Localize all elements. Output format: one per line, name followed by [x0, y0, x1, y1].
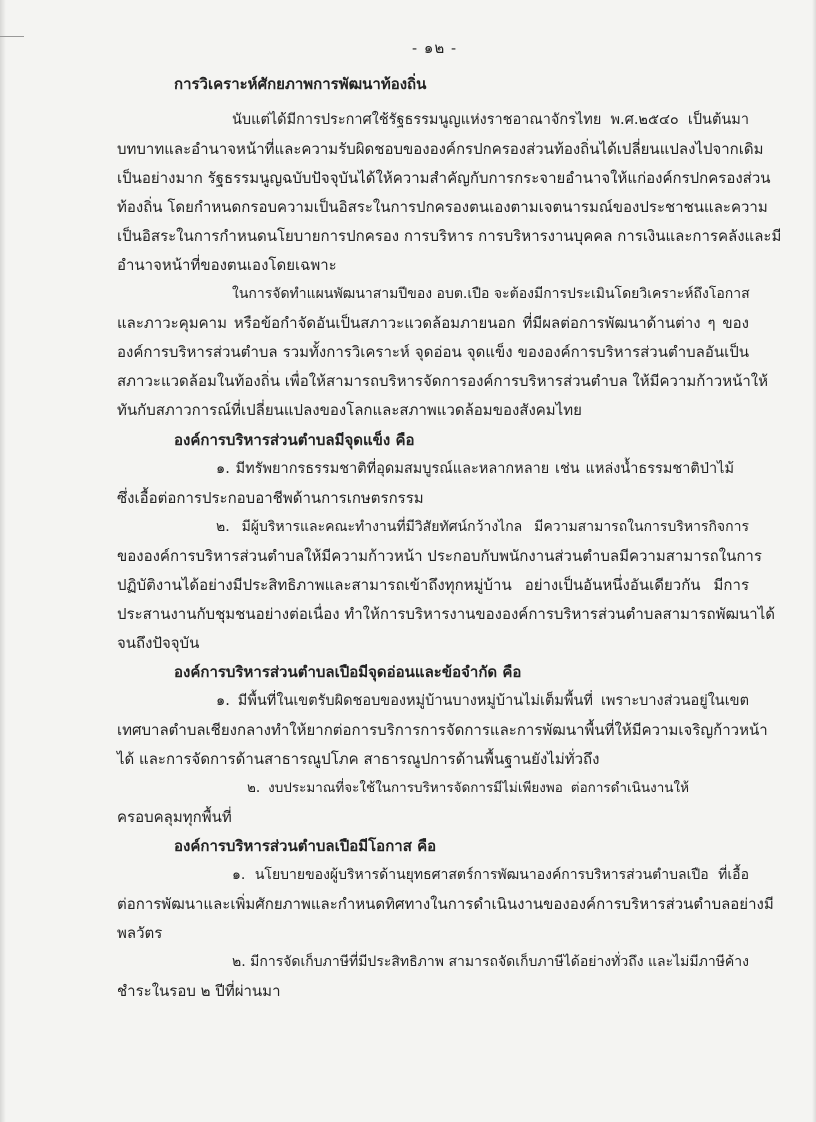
page-edge-shadow-right	[812, 0, 816, 1122]
section-heading-opportunities: องค์การบริหารส่วนตำบลเปือมีโอกาส คือ	[174, 837, 437, 855]
list-item-line: ประสานงานกับชุมชนอย่างต่อเนื่อง ทำให้การบริหารงานขององค์การบริหารส่วนตำบลสามารถพัฒนาได้	[117, 605, 775, 623]
list-item-line: ๒. งบประมาณที่จะใช้ในการบริหารจัดการมีไม่เพียงพอ ต่อการดำเนินงานให้	[247, 780, 689, 796]
paragraph-line: องค์การบริหารส่วนตำบล รวมทั้งการวิเคราะห์ จุดอ่อน จุดแข็ง ขององค์การบริหารส่วนตำบลอันเป็น	[117, 343, 749, 361]
list-item-line: ซึ่งเอื้อต่อการประกอบอาชีพด้านการเกษตรกรรม	[117, 489, 424, 507]
list-item-line: ชำระในรอบ ๒ ปีที่ผ่านมา	[117, 982, 281, 1000]
list-item-line: ขององค์การบริหารส่วนตำบลให้มีความก้าวหน้า ประกอบกับพนักงานส่วนตำบลมีความสามารถในการ	[117, 547, 762, 565]
list-item-line: ปฏิบัติงานได้อย่างมีประสิทธิภาพและสามารถเข้าถึงทุกหมู่บ้าน อย่างเป็นอันหนึ่งอันเดียวกัน มีการ	[117, 576, 749, 594]
list-item-line: ๑. นโยบายของผู้บริหารด้านยุทธศาสตร์การพัฒนาองค์การบริหารส่วนตำบลเปือ ที่เอื้อ	[232, 867, 749, 883]
list-item-line: จนถึงปัจจุบัน	[117, 634, 200, 652]
section-heading-strengths: องค์การบริหารส่วนตำบลมีจุดแข็ง คือ	[174, 431, 415, 449]
list-item-line: พลวัตร	[117, 924, 163, 942]
list-item-line: ต่อการพัฒนาและเพิ่มศักยภาพและกำหนดทิศทางในการดำเนินงานขององค์การบริหารส่วนตำบลอย่างมี	[117, 895, 774, 913]
paragraph-line: ในการจัดทำแผนพัฒนาสามปีของ อบต.เปือ จะต้องมีการประเมินโดยวิเคราะห์ถึงโอกาส	[232, 286, 750, 302]
list-item-line: ได้ และการจัดการด้านสาธารณูปโภค สาธารณูปการด้านพื้นฐานยังไม่ทั่วถึง	[117, 750, 600, 768]
list-item-line: ๒. มีผู้บริหารและคณะทำงานที่มีวิสัยทัศน์กว้างไกล มีความสามารถในการบริหารกิจการ	[216, 519, 749, 535]
paragraph-line: ท้องถิ่น โดยกำหนดกรอบความเป็นอิสระในการปกครองตนเองตามเจตนารมณ์ของประชาชนและความ	[117, 198, 768, 216]
paragraph-line: เป็นอย่างมาก รัฐธรรมนูญฉบับปัจจุบันได้ให้ความสำคัญกับการกระจายอำนาจให้แก่องค์กรปกครองส่วน	[117, 169, 771, 187]
list-item-line: ๑. มีทรัพยากรธรรมชาติที่อุดมสมบูรณ์และหลากหลาย เช่น แหล่งน้ำธรรมชาติป่าไม้	[216, 461, 734, 477]
page-number: - ๑๒ -	[412, 39, 458, 57]
list-item-line: เทศบาลตำบลเชียงกลางทำให้ยากต่อการบริการการจัดการและการพัฒนาพื้นที่ให้มีความเจริญก้าวหน้า	[117, 721, 768, 739]
list-item-line: ๒. มีการจัดเก็บภาษีที่มีประสิทธิภาพ สามารถจัดเก็บภาษีได้อย่างทั่วถึง และไม่มีภาษีค้าง	[232, 954, 749, 970]
paragraph-line: สภาวะแวดล้อมในท้องถิ่น เพื่อให้สามารถบริหารจัดการองค์การบริหารส่วนตำบล ให้มีความก้าวหน้าให้	[117, 372, 768, 390]
paragraph-line: เป็นอิสระในการกำหนดนโยบายการปกครอง การบริหาร การบริหารงานบุคคล การเงินและการคลังและมี	[117, 227, 782, 245]
scan-margin-mark	[0, 36, 24, 37]
paragraph-line: ทันกับสภาวการณ์ที่เปลี่ยนแปลงของโลกและสภาพแวดล้อมของสังคมไทย	[117, 401, 582, 419]
section-heading-weaknesses: องค์การบริหารส่วนตำบลเปือมีจุดอ่อนและข้อจำกัด คือ	[174, 663, 522, 681]
paragraph-line: และภาวะคุมคาม หรือข้อกำจัดอันเป็นสภาวะแวดล้อมภายนอก ที่มีผลต่อการพัฒนาด้านต่าง ๆ ของ	[117, 314, 749, 332]
list-item-line: ๑. มีพื้นที่ในเขตรับผิดชอบของหมู่บ้านบางหมู่บ้านไม่เต็มพื้นที่ เพราะบางส่วนอยู่ในเขต	[216, 693, 749, 709]
paragraph-line: นับแต่ได้มีการประกาศใช้รัฐธรรมนูญแห่งราชอาณาจักรไทย พ.ศ.๒๕๔๐ เป็นต้นมา	[232, 112, 749, 128]
list-item-line: ครอบคลุมทุกพื้นที่	[117, 808, 232, 826]
paragraph-line: บทบาทและอำนาจหน้าที่และความรับผิดชอบขององค์กรปกครองส่วนท้องถิ่นได้เปลี่ยนแปลงไปจากเดิม	[117, 140, 764, 158]
paragraph-line: อำนาจหน้าที่ของตนเองโดยเฉพาะ	[117, 256, 337, 274]
section-heading-potential-analysis: การวิเคราะห์ศักยภาพการพัฒนาท้องถิ่น	[174, 75, 427, 93]
page-edge-shadow-left	[0, 0, 6, 1122]
